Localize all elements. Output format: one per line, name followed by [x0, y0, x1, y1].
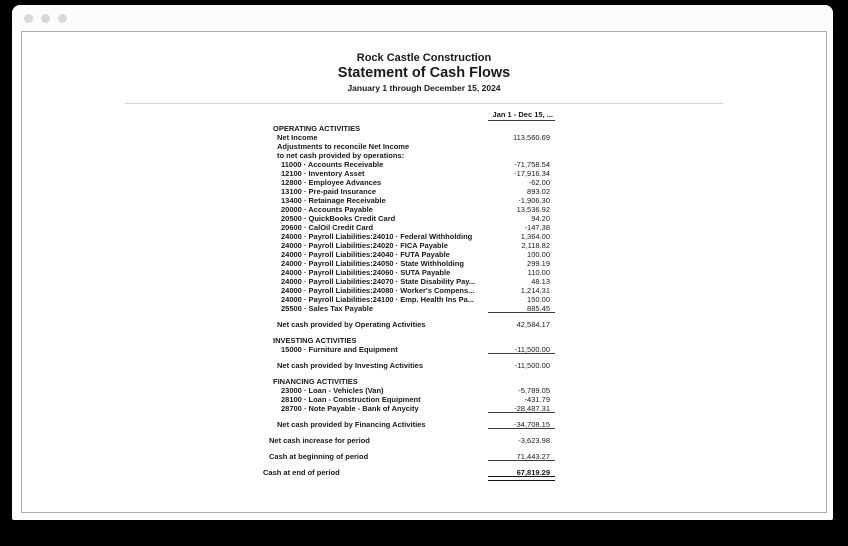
row-label: Net Income	[277, 133, 318, 142]
report-row	[22, 187, 826, 196]
report-row	[22, 268, 826, 277]
row-label: 23000 · Loan - Vehicles (Van)	[281, 386, 384, 395]
row-value: 113,560.69	[513, 133, 550, 142]
row-label: Net cash provided by Financing Activities	[277, 420, 426, 429]
row-label: 24000 · Payroll Liabilities:24100 · Emp. Health Ins Pa...	[281, 295, 474, 304]
row-label: 24000 · Payroll Liabilities:24040 · FUTA Payable	[281, 250, 450, 259]
row-label: 28100 · Loan - Construction Equipment	[281, 395, 421, 404]
row-value: -5,789.05	[518, 386, 550, 395]
report-row	[22, 295, 826, 304]
report-row	[22, 160, 826, 169]
row-value: -17,916.34	[514, 169, 550, 178]
report-row	[22, 377, 826, 386]
row-value: -62.00	[528, 178, 550, 187]
grand-total-double-rule	[488, 476, 555, 481]
row-value: 885.45	[527, 304, 550, 313]
report-row	[22, 250, 826, 259]
row-label: 25500 · Sales Tax Payable	[281, 304, 374, 313]
row-value: 150.00	[527, 295, 550, 304]
row-label: 12800 · Employee Advances	[281, 178, 382, 187]
row-value: -11,500.00	[514, 345, 550, 354]
row-label: Adjustments to reconcile Net Income	[277, 142, 410, 151]
report-row	[22, 205, 826, 214]
row-label: 11000 · Accounts Receivable	[281, 160, 384, 169]
report-row	[22, 133, 826, 142]
report-row	[22, 214, 826, 223]
cash-flow-report	[22, 32, 826, 512]
subtotal-rule	[488, 460, 555, 461]
report-row	[22, 420, 826, 429]
report-row	[22, 277, 826, 286]
report-row	[22, 468, 826, 477]
row-label: 13400 · Retainage Receivable	[281, 196, 386, 205]
subtotal-rule	[488, 428, 555, 429]
company-name: Rock Castle Construction	[356, 52, 492, 64]
subtotal-rule	[488, 353, 555, 354]
app-window	[12, 5, 833, 520]
row-label: 13100 · Pre-paid Insurance	[281, 187, 377, 196]
row-label: OPERATING ACTIVITIES	[273, 124, 361, 133]
report-row	[22, 336, 826, 345]
row-value: 299.19	[527, 259, 550, 268]
row-value: 1,364.00	[520, 232, 550, 241]
row-label: 20000 · Accounts Payable	[281, 205, 373, 214]
row-label: Cash at end of period	[263, 468, 340, 477]
row-label: 20600 · CalOil Credit Card	[281, 223, 374, 232]
row-label: 24000 · Payroll Liabilities:24010 · Federal Withholding	[281, 232, 473, 241]
row-value: 48.13	[531, 277, 550, 286]
report-row	[22, 395, 826, 404]
row-value: -28,487.31	[514, 404, 550, 413]
subtotal-rule	[488, 312, 555, 313]
row-value: 13,536.92	[516, 205, 550, 214]
report-row	[22, 259, 826, 268]
row-value: -1,906.30	[518, 196, 550, 205]
column-header: Jan 1 - Dec 15, ...	[492, 110, 553, 119]
report-title: Statement of Cash Flows	[337, 65, 511, 81]
subtotal-rule	[488, 412, 555, 413]
window-control-dot[interactable]	[58, 14, 67, 23]
row-value: 893.02	[527, 187, 550, 196]
row-label: to net cash provided by operations:	[277, 151, 405, 160]
row-label: Net cash increase for period	[269, 436, 370, 445]
report-title-block	[125, 52, 723, 94]
report-row	[22, 361, 826, 370]
row-value: -34,708.15	[514, 420, 550, 429]
row-label: 24000 · Payroll Liabilities:24080 · Worker's Compens...	[281, 286, 475, 295]
row-label: 24000 · Payroll Liabilities:24060 · SUTA Payable	[281, 268, 451, 277]
row-label: 15000 · Furniture and Equipment	[281, 345, 398, 354]
report-row	[22, 232, 826, 241]
report-row	[22, 345, 826, 354]
row-label: 24000 · Payroll Liabilities:24050 · State Withholding	[281, 259, 464, 268]
row-value: 71,443.27	[516, 452, 550, 461]
row-label: 24000 · Payroll Liabilities:24070 · State Disability Pay...	[281, 277, 476, 286]
row-label: 24000 · Payroll Liabilities:24020 · FICA Payable	[281, 241, 448, 250]
report-period: January 1 through December 15, 2024	[347, 83, 501, 93]
report-row	[22, 151, 826, 160]
report-row	[22, 436, 826, 445]
row-value: 1,214.31	[520, 286, 550, 295]
row-label: INVESTING ACTIVITIES	[273, 336, 357, 345]
window-control-dot[interactable]	[41, 14, 50, 23]
row-label: 20500 · QuickBooks Credit Card	[281, 214, 396, 223]
report-row	[22, 404, 826, 413]
row-value: -3,623.98	[518, 436, 550, 445]
report-row	[22, 304, 826, 313]
row-label: FINANCING ACTIVITIES	[273, 377, 358, 386]
report-row	[22, 124, 826, 133]
row-value: -431.79	[524, 395, 550, 404]
row-label: 28700 · Note Payable - Bank of Anycity	[281, 404, 419, 413]
report-row	[22, 386, 826, 395]
column-header-underline	[488, 120, 555, 121]
row-value: -11,500.00	[514, 361, 550, 370]
row-value: -147.38	[524, 223, 550, 232]
report-row	[22, 196, 826, 205]
row-value: 110.00	[527, 268, 550, 277]
window-control-dot[interactable]	[24, 14, 33, 23]
row-value: -71,758.54	[514, 160, 550, 169]
row-value: 2,118.82	[521, 241, 550, 250]
row-value: 94.20	[531, 214, 550, 223]
row-value: 100.00	[527, 250, 550, 259]
report-row	[22, 241, 826, 250]
row-label: Net cash provided by Operating Activities	[277, 320, 426, 329]
row-label: Net cash provided by Investing Activities	[277, 361, 424, 370]
report-row	[22, 223, 826, 232]
row-value: 67,819.29	[516, 468, 550, 477]
report-row	[22, 320, 826, 329]
header-divider-line	[125, 103, 723, 104]
report-row	[22, 178, 826, 187]
row-value: 42,584.17	[516, 320, 550, 329]
report-viewport	[21, 31, 827, 513]
window-titlebar	[12, 5, 833, 31]
report-row	[22, 142, 826, 151]
report-row	[22, 452, 826, 461]
row-label: 12100 · Inventory Asset	[281, 169, 365, 178]
row-label: Cash at beginning of period	[269, 452, 369, 461]
report-row	[22, 286, 826, 295]
report-row	[22, 169, 826, 178]
